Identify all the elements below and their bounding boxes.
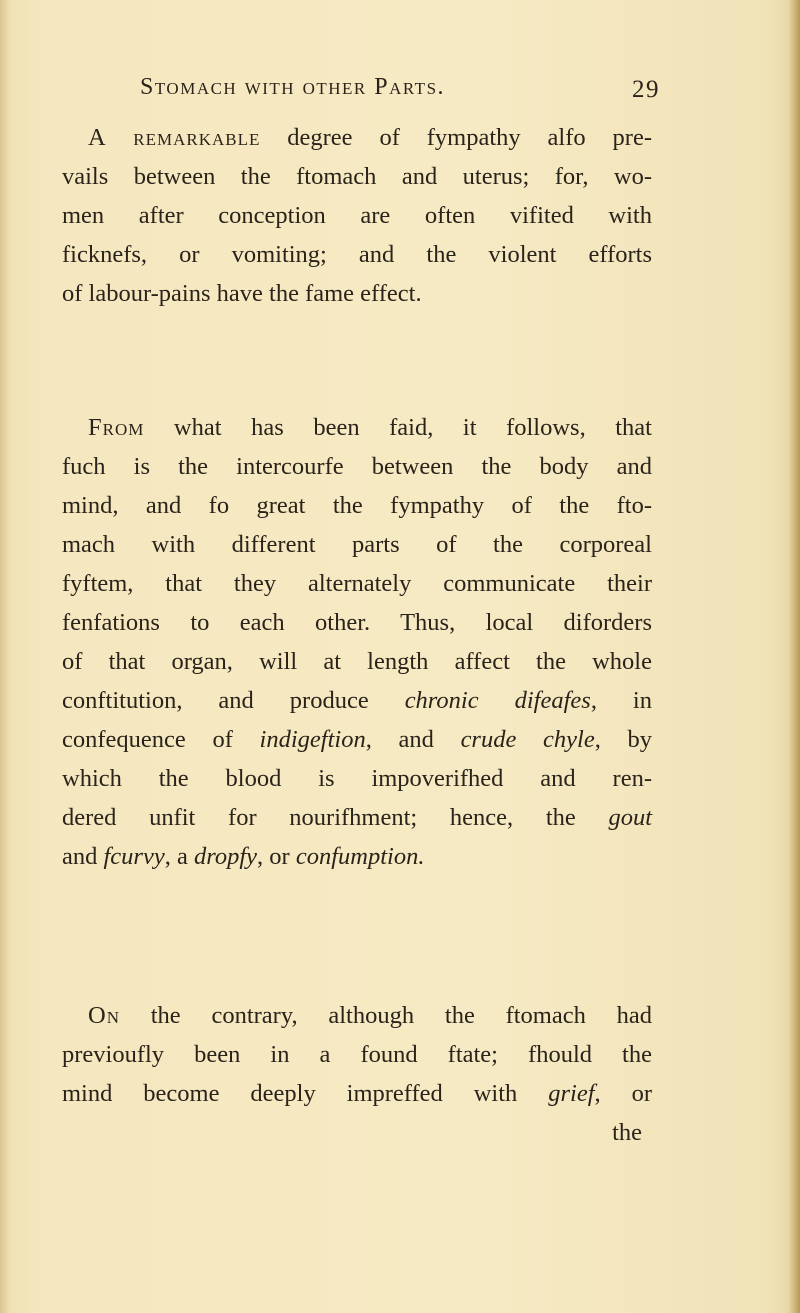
italic-term: confumption. — [295, 843, 425, 870]
line-text: what has been faid, it follows, that — [144, 414, 652, 441]
line-text: , and — [365, 726, 461, 753]
text-line: men after conception are often vifited with — [62, 202, 652, 229]
line-text: and — [62, 843, 104, 870]
running-head: Stomach with other Parts. — [140, 74, 446, 100]
italic-term: indigeftion — [259, 726, 366, 753]
catchword: the — [612, 1119, 642, 1146]
text-line: mach with different parts of the corporeal — [62, 531, 652, 558]
text-line — [62, 118, 652, 157]
text-line: vails between the ftomach and uterus; for, wo- — [62, 163, 652, 190]
line-text: confequence of — [62, 726, 260, 753]
italic-term: dropfy — [193, 843, 258, 870]
text-line — [62, 408, 652, 447]
text-line: of that organ, will at length affect the whole — [62, 648, 652, 675]
paragraph-2 — [62, 408, 652, 876]
line-text: degree of fympathy alfo pre- — [260, 124, 652, 151]
text-line — [62, 681, 652, 720]
line-text: mind become deeply impreffed with — [62, 1080, 549, 1107]
paragraph-1 — [62, 118, 652, 313]
page-right-edge — [788, 0, 800, 1313]
text-line: of labour-pains have the fame effect. — [62, 280, 422, 307]
small-caps-lead: A remarkable — [88, 124, 261, 151]
line-text: the contrary, although the ftomach had — [119, 1002, 652, 1029]
italic-term: chronic difeafes — [404, 687, 591, 714]
line-text: , a — [164, 843, 194, 870]
text-line: ficknefs, or vomiting; and the violent efforts — [62, 241, 652, 268]
text-line — [62, 798, 652, 837]
text-line: fuch is the intercourfe between the body and — [62, 453, 652, 480]
italic-term: gout — [608, 804, 652, 831]
text-line — [62, 996, 652, 1035]
paragraph-3 — [62, 996, 652, 1152]
line-text: , or — [257, 843, 296, 870]
small-caps-lead: On — [88, 1002, 120, 1029]
small-caps-lead: From — [88, 414, 145, 441]
line-text: , or — [594, 1080, 652, 1107]
line-text: , by — [594, 726, 652, 753]
page-left-shadow — [0, 0, 10, 1313]
text-line: previoufly been in a found ftate; fhould the — [62, 1041, 652, 1068]
line-text: , in — [590, 687, 652, 714]
text-line — [62, 1074, 652, 1113]
text-line: fenfations to each other. Thus, local diforders — [62, 609, 652, 636]
text-line: which the blood is impoverifhed and ren- — [62, 765, 652, 792]
line-text: dered unfit for nourifhment; hence, the — [62, 804, 609, 831]
text-line — [62, 837, 652, 876]
page-number: 29 — [632, 76, 660, 103]
line-text: conftitution, and produce — [62, 687, 405, 714]
italic-term: grief — [548, 1080, 595, 1107]
text-line — [62, 720, 652, 759]
text-line: fyftem, that they alternately communicate their — [62, 570, 652, 597]
text-line: mind, and fo great the fympathy of the fto- — [62, 492, 652, 519]
italic-term: fcurvy — [103, 843, 165, 870]
italic-term: crude chyle — [460, 726, 595, 753]
page-header — [140, 74, 660, 114]
